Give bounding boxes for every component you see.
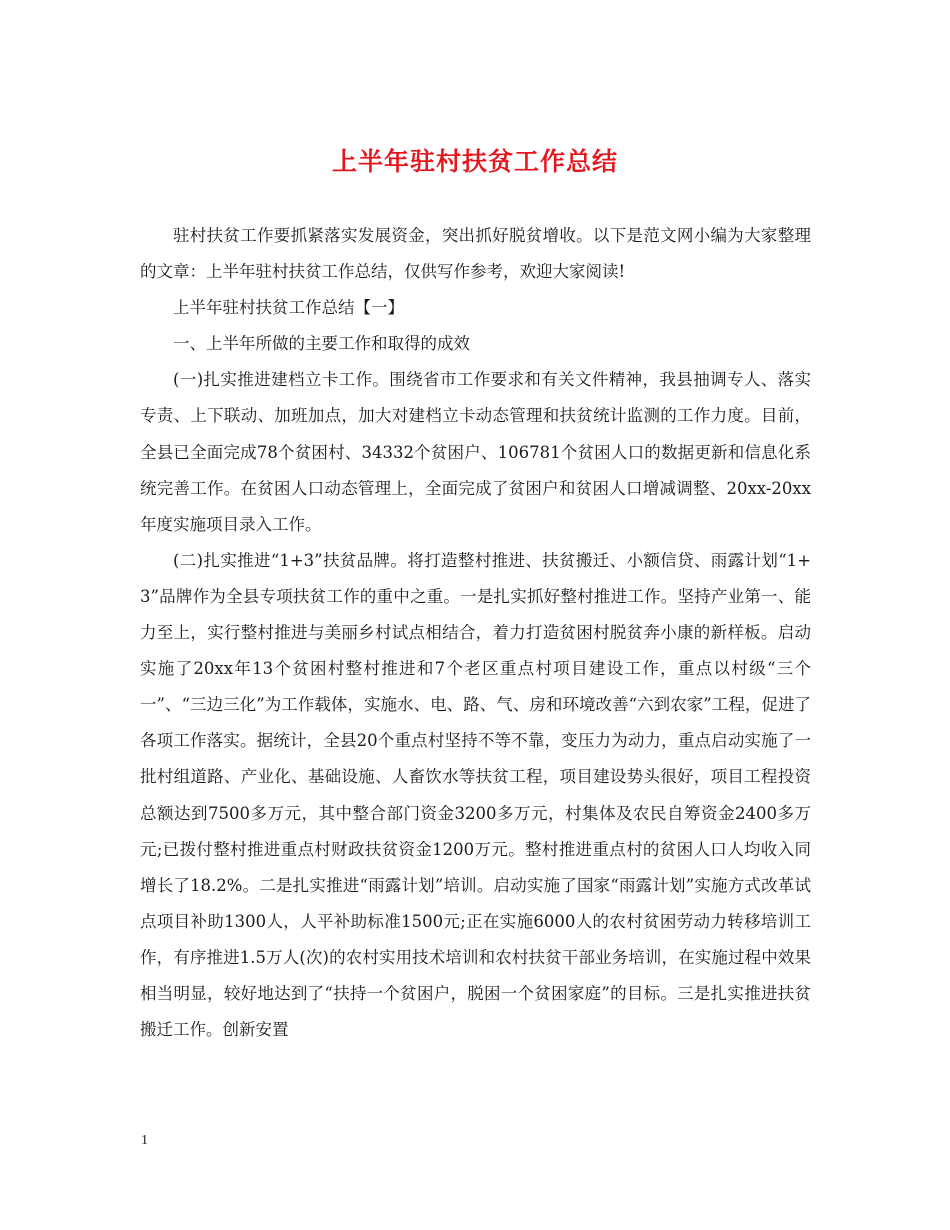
- section-heading: 上半年驻村扶贫工作总结【一】: [173, 298, 404, 318]
- subsection-heading: 一、上半年所做的主要工作和取得的成效: [173, 334, 470, 354]
- intro-paragraph: 驻村扶贫工作要抓紧落实发展资金，突出抓好脱贫增收。以下是范文网小编为大家整理的文章：上半年驻村扶贫工作总结，仅供写作参考，欢迎大家阅读!: [140, 226, 811, 282]
- body-paragraph-2: (二)扎实推进“1+3”扶贫品牌。将打造整村推进、扶贫搬迁、小额信贷、雨露计划“1+3”品牌作为全县专项扶贫工作的重中之重。一是扎实抓好整村推进工作。坚持产业第一、能力至上，实行整村推进与美丽乡村试点相结合，着力打造贫困村脱贫奔小康的新样板。启动实施了20xx年13个贫困村整村推进和7个老区重点村项目建设工作，重点以村级“三个一”、“三边三化”为工作载体，实施水、电、路、气、房和环境改善“六到农家”工程，促进了各项工作落实。据统计，全县20个重点村坚持不等不靠，变压力为动力，重点启动实施了一批村组道路、产业化、基础设施、人畜饮水等扶贫工程，项目建设势头很好，项目工程投资总额达到7500多万元，其中整合部门资金3200多万元，村集体及农民自筹资金2400多万元;已拨付整村推进重点村财政扶贫资金1200万元。整村推进重点村的贫困人口人均收入同增长了18.2%。二是扎实推进“雨露计划”培训。启动实施了国家“雨露计划”实施方式改革试点项目补助1300人，人平补助标准1500元;正在实施6000人的农村贫困劳动力转移培训工作，有序推进1.5万人(次)的农村实用技术培训和农村扶贫干部业务培训，在实施过程中效果相当明显，较好地达到了“扶持一个贫困户，脱困一个贫困家庭”的目标。三是扎实推进扶贫搬迁工作。创新安置: [140, 550, 811, 1040]
- page-number: 1: [141, 1133, 148, 1148]
- document-body: [140, 218, 811, 1048]
- body-paragraph-1: (一)扎实推进建档立卡工作。围绕省市工作要求和有关文件精神，我县抽调专人、落实专责、上下联动、加班加点，加大对建档立卡动态管理和扶贫统计监测的工作力度。目前，全县已全面完成78个贫困村、34332个贫困户、106781个贫困人口的数据更新和信息化系统完善工作。在贫困人口动态管理上，全面完成了贫困户和贫困人口增减调整、20xx-20xx年度实施项目录入工作。: [140, 370, 811, 534]
- document-title: 上半年驻村扶贫工作总结: [331, 147, 618, 176]
